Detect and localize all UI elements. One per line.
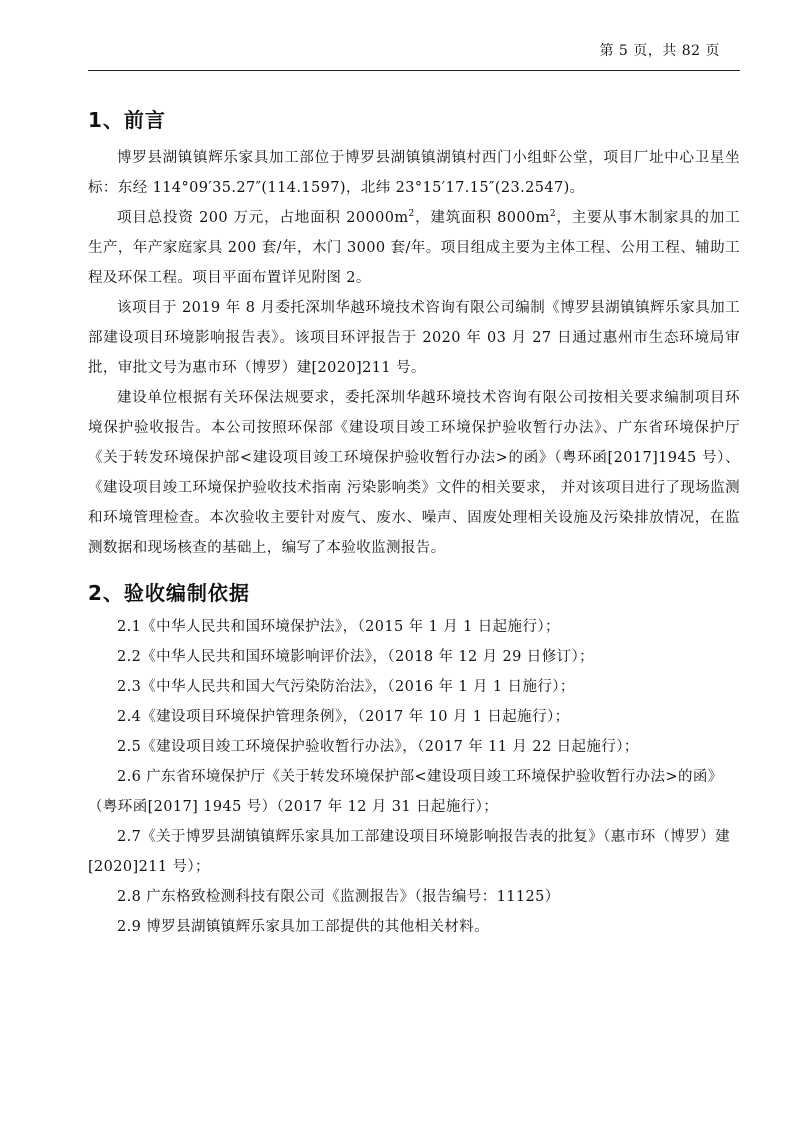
section-1-body (88, 143, 740, 563)
paragraph-eia-report: 该项目于 2019 年 8 月委托深圳华越环境技术咨询有限公司编制《博罗县湖镇镇辉乐家具加工部建设项目环境影响报告表》。该项目环评报告于 2020 年 03 月 27 日通过惠州市生态环境局审批，审批文号为惠市环（博罗）建[2020]211 号。 (88, 300, 740, 376)
area-unit-superscript: 2 (408, 209, 415, 220)
paragraph-acceptance: 建设单位根据有关环保法规要求，委托深圳华越环境技术咨询有限公司按相关要求编制项目环境保护验收报告。本公司按照环保部《建设项目竣工环境保护验收暂行办法》、广东省环境保护厅《关于转发环境保护部<建设项目竣工环境保护验收暂行办法>的函》（粤环函[2017]1945 号）、《建设项目竣工环境保护验收技术指南 污染影响类》文件的相关要求， 并对该项目进行了现场监测和环境管理检查。本次验收主要针对废气、废水、噪声、固废处理相关设施及污染排放情况，在监测数据和现场核查的基础上，编写了本验收监测报告。 (88, 390, 740, 556)
investment-text-c: ，主要从事木制家具的加工生产，年产家庭家具 200 套/年，木门 3000 套/年。项目组成主要为主体工程、公用工程、辅助工程及环保工程。项目平面布置详见附图 2。 (88, 210, 740, 286)
section-1-title: 1、前言 (88, 108, 166, 132)
header-divider (88, 70, 740, 71)
basis-list (88, 612, 740, 942)
list-item: 2.5《建设项目竣工环境保护验收暂行办法》，（2017 年 11 月 22 日起施行）； (117, 739, 639, 755)
list-item: 2.3《中华人民共和国大气污染防治法》，（2016 年 1 月 1 日施行）； (117, 679, 575, 695)
investment-text-b: ，建筑面积 8000m (414, 210, 550, 226)
paragraph-location: 博罗县湖镇镇辉乐家具加工部位于博罗县湖镇镇湖镇村西门小组虾公堂，项目厂址中心卫星坐标：东经 114°09′35.27″(114.1597)，北纬 23°15′17.15″(23.2547)。 (88, 150, 740, 196)
document-body (88, 96, 740, 942)
list-item: 2.4《建设项目环境保护管理条例》，（2017 年 10 月 1 日起施行）； (117, 709, 570, 725)
list-item: 2.9 博罗县湖镇镇辉乐家具加工部提供的其他相关材料。 (117, 919, 489, 935)
building-area-unit-superscript: 2 (549, 209, 556, 220)
paragraph-investment (88, 203, 740, 293)
section-2-title: 2、验收编制依据 (88, 581, 250, 605)
list-item: 2.8 广东格致检测科技有限公司《监测报告》（报告编号：11125） (117, 889, 560, 905)
list-item: 2.1《中华人民共和国环境保护法》，（2015 年 1 月 1 日起施行）； (117, 619, 560, 635)
list-item: 2.6 广东省环境保护厅《关于转发环境保护部<建设项目竣工环境保护验收暂行办法>的函》（粤环函[2017] 1945 号）（2017 年 12 月 31 日起施行）； (88, 769, 723, 815)
page-number: 第 5 页，共 82 页 (599, 43, 720, 59)
list-item: 2.2《中华人民共和国环境影响评价法》，（2018 年 12 月 29 日修订）； (117, 649, 595, 665)
investment-text-a: 项目总投资 200 万元，占地面积 20000m (117, 210, 409, 226)
list-item: 2.7《关于博罗县湖镇镇辉乐家具加工部建设项目环境影响报告表的批复》（惠市环（博罗）建[2020]211 号）； (88, 829, 731, 875)
